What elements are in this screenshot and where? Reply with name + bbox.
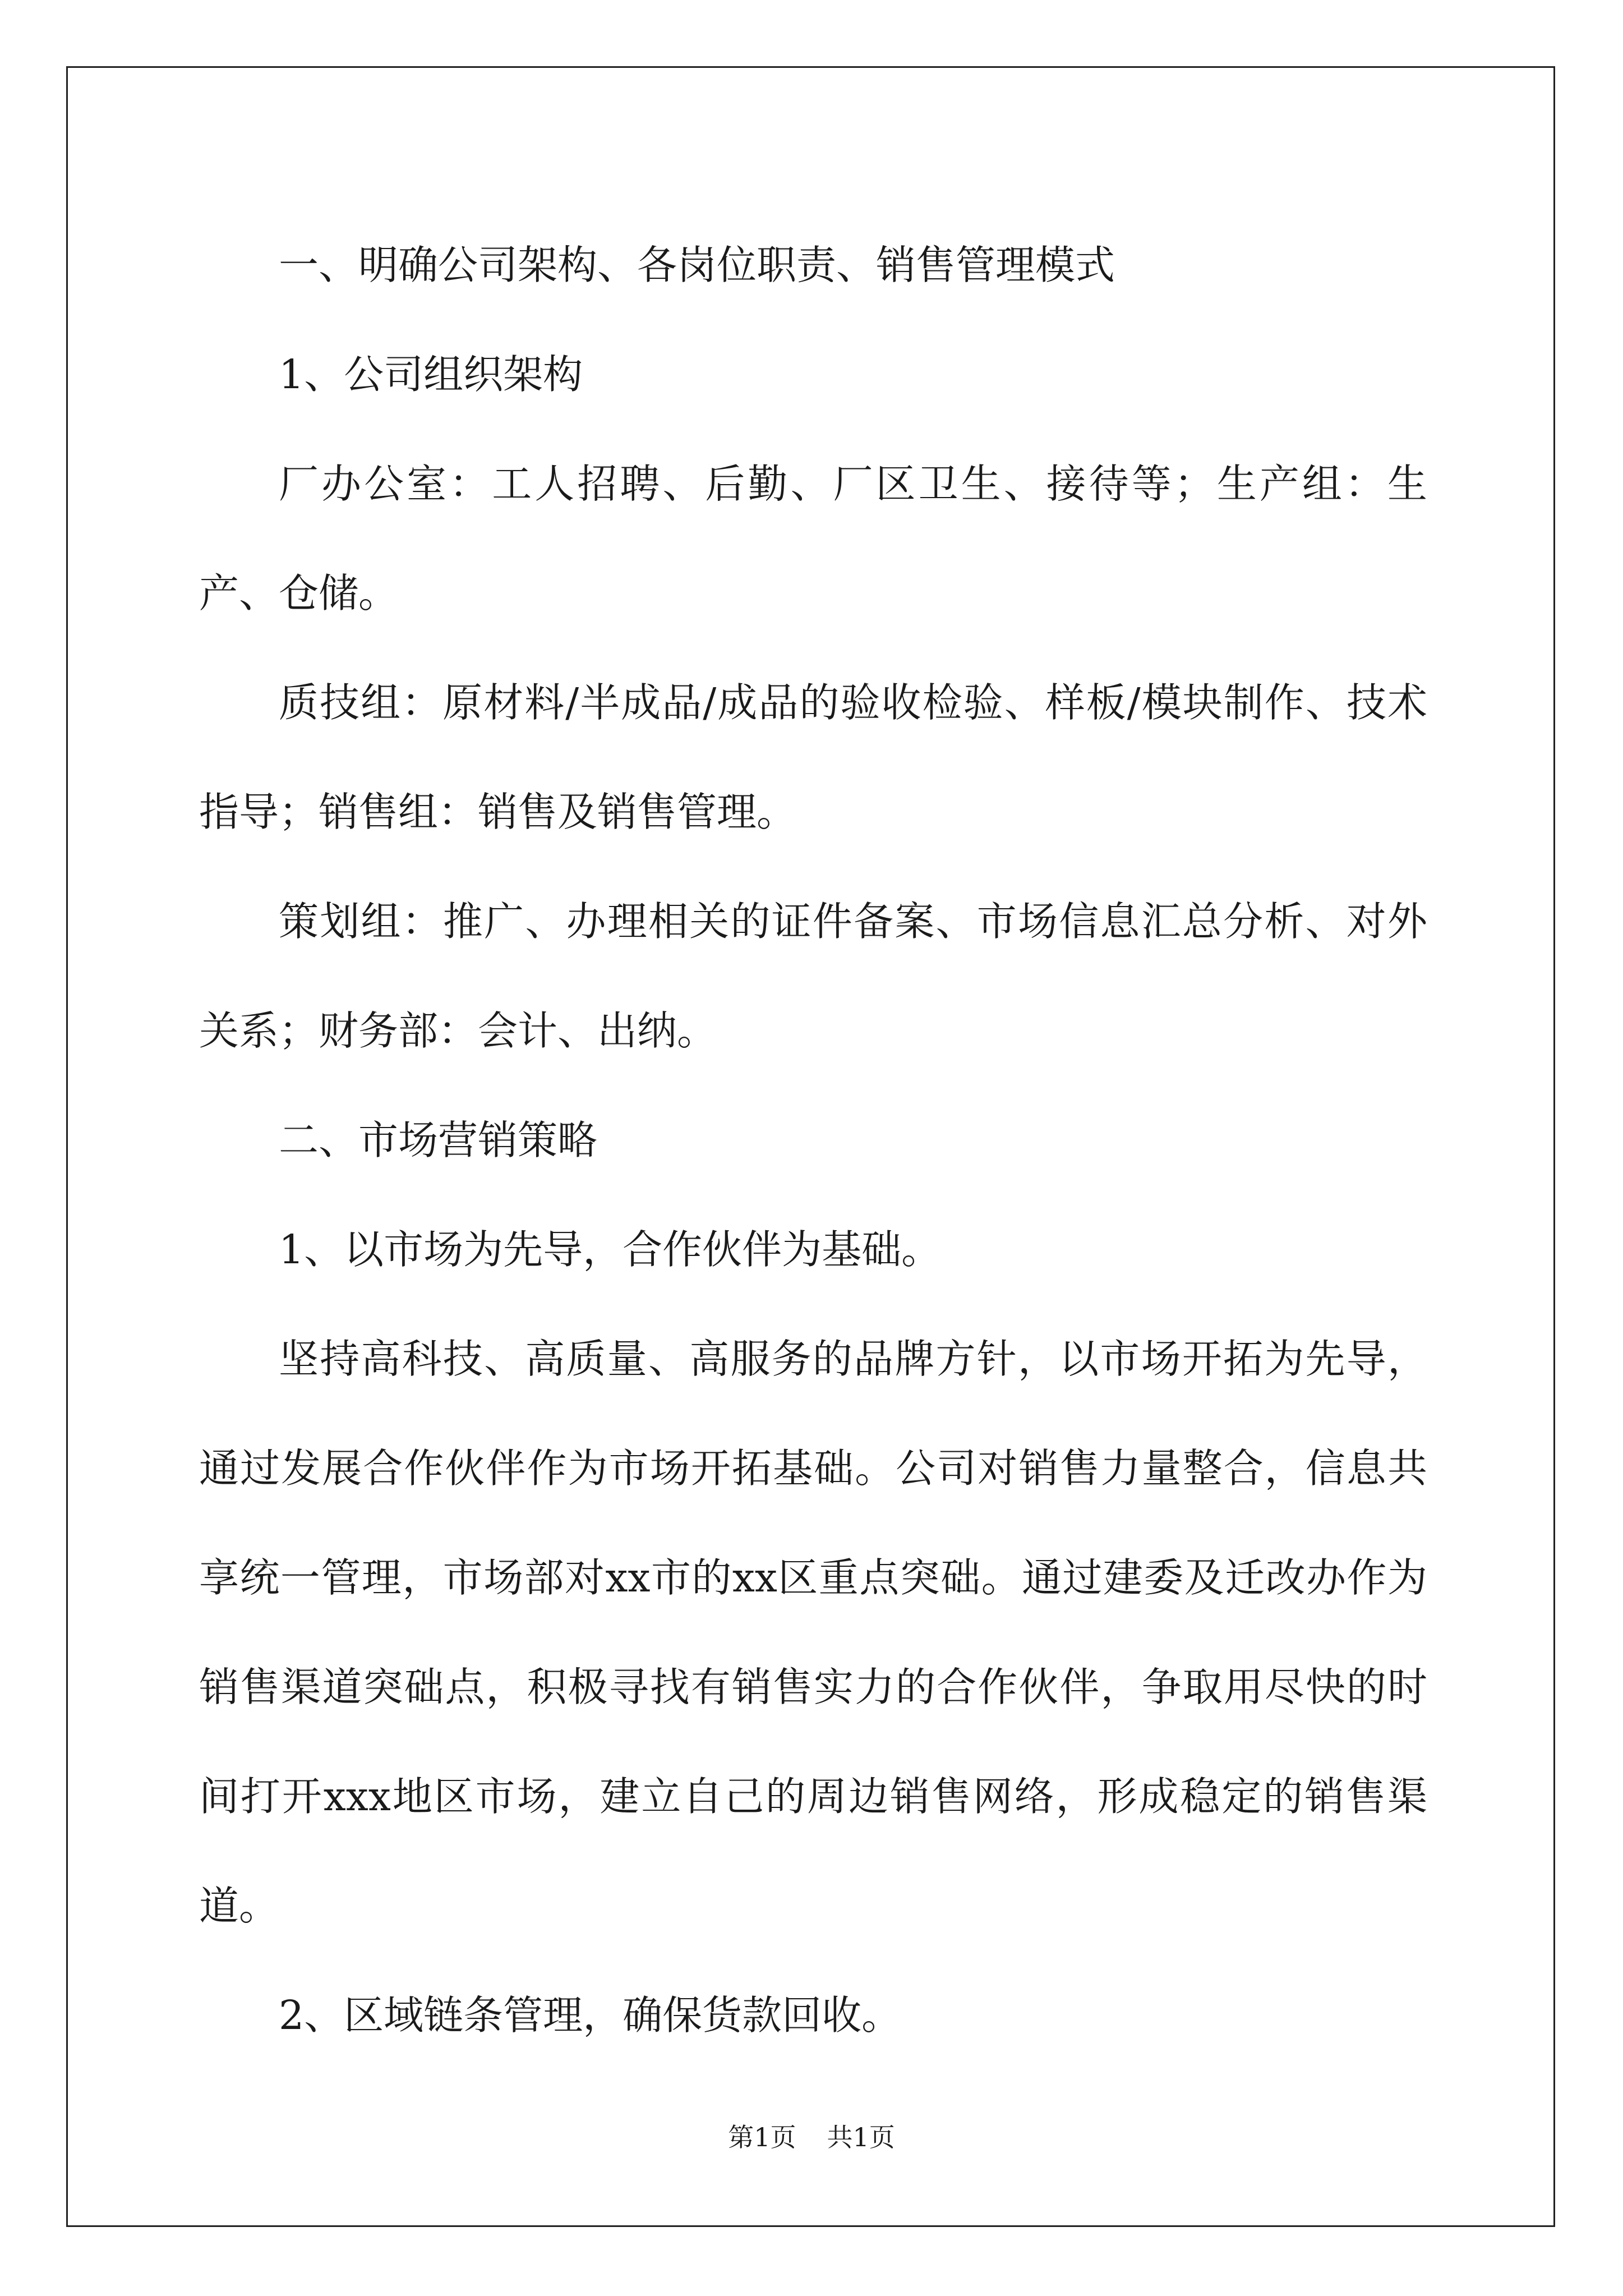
paragraph-brand-strategy: 坚持高科技、高质量、高服务的品牌方针，以市场开拓为先导，通过发展合作伙伴作为市场开拓基础。公司对销售力量整合，信息共享统一管理，市场部对xx市的xx区重点突础。通过建委及迁改办作为销售渠道突础点，积极寻找有销售实力的合作伙伴，争取用尽快的时间打开xxx地区市场，建立自己的周边销售网络，形成稳定的销售渠道。: [199, 1336, 1427, 1929]
section-heading-2: 二、市场营销策略: [279, 1117, 598, 1163]
paragraph-factory-office: 厂办公室：工人招聘、后勤、厂区卫生、接待等；生产组：生产、仓储。: [199, 461, 1427, 616]
page-number-current: 第1页: [728, 2122, 796, 2152]
subheading-market-first: 1、以市场为先导，合作伙伴为基础。: [279, 1226, 942, 1273]
subheading-org-structure: 1、公司组织架构: [279, 351, 583, 398]
paragraph-planning-group: 策划组：推广、办理相关的证件备案、市场信息汇总分析、对外关系；财务部：会计、出纳。: [199, 898, 1427, 1054]
document-body: [199, 210, 1427, 2070]
page-footer: [0, 2120, 1623, 2154]
page-number-total: 共1页: [827, 2122, 895, 2152]
section-heading-1: 一、明确公司架构、各岗位职责、销售管理模式: [279, 242, 1115, 288]
paragraph-quality-group: 质技组：原材料/半成品/成品的验收检验、样板/模块制作、技术指导；销售组：销售及销售管理。: [199, 679, 1427, 835]
subheading-regional-chain: 2、区域链条管理，确保货款回收。: [279, 1992, 902, 2039]
